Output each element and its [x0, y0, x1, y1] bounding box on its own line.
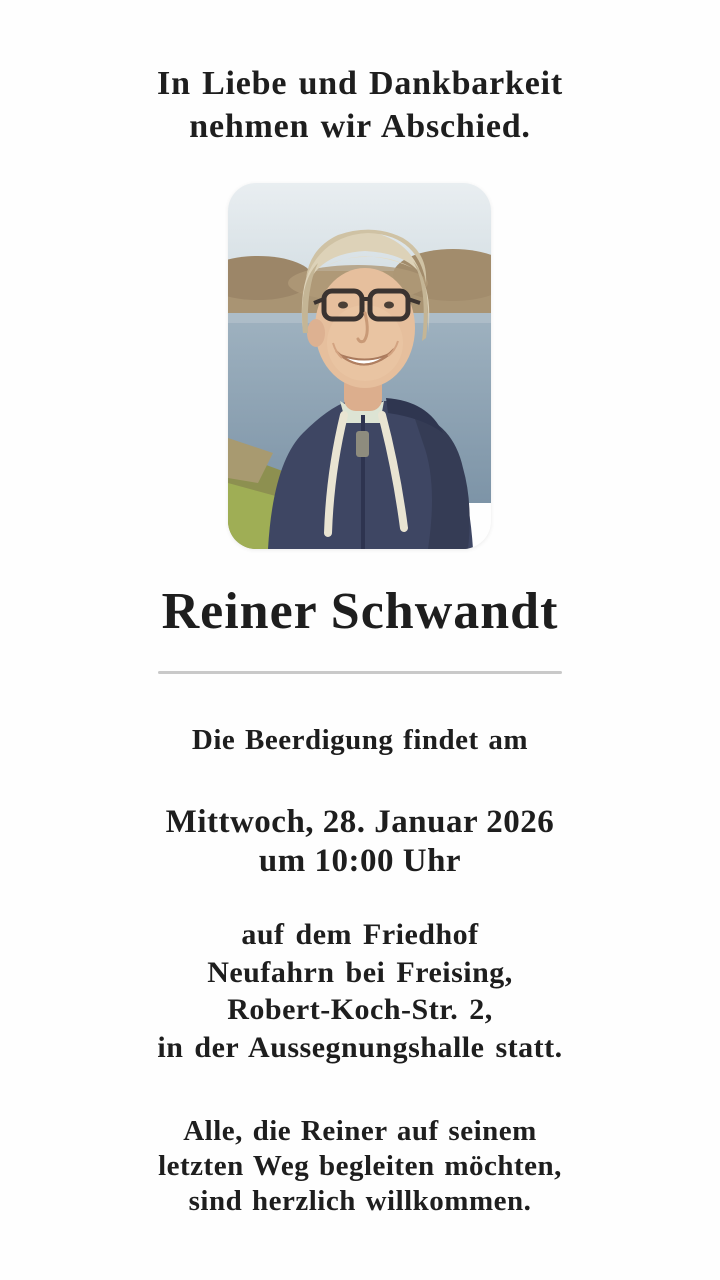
portrait-photo-illustration	[228, 183, 491, 549]
intro-line-2: nehmen wir Abschied.	[189, 108, 531, 145]
location-line-3: Robert-Koch-Str. 2,	[227, 993, 493, 1026]
intro-text	[0, 62, 720, 148]
ceremony-time: um 10:00 Uhr	[258, 843, 462, 879]
deceased-name: Reiner Schwandt	[161, 583, 559, 640]
ceremony-location	[0, 916, 720, 1066]
intro-line-1: In Liebe und Dankbarkeit	[157, 65, 563, 102]
location-line-4: in der Aussegnungshalle statt.	[157, 1030, 563, 1064]
closing-line-1: Alle, die Reiner auf seinem	[183, 1115, 537, 1147]
closing-line-3: sind herzlich willkommen.	[188, 1185, 532, 1217]
closing-line-2: letzten Weg begleiten möchten,	[158, 1150, 562, 1182]
portrait-photo	[228, 183, 491, 549]
ceremony-date: Mittwoch, 28. Januar 2026	[165, 804, 555, 840]
location-line-2: Neufahrn bei Freising,	[207, 955, 513, 989]
location-line-1: auf dem Friedhof	[241, 918, 479, 951]
ceremony-datetime	[0, 803, 720, 881]
closing-text	[0, 1114, 720, 1219]
ceremony-intro-text: Die Beerdigung findet am	[191, 724, 529, 756]
divider-line	[158, 671, 562, 674]
